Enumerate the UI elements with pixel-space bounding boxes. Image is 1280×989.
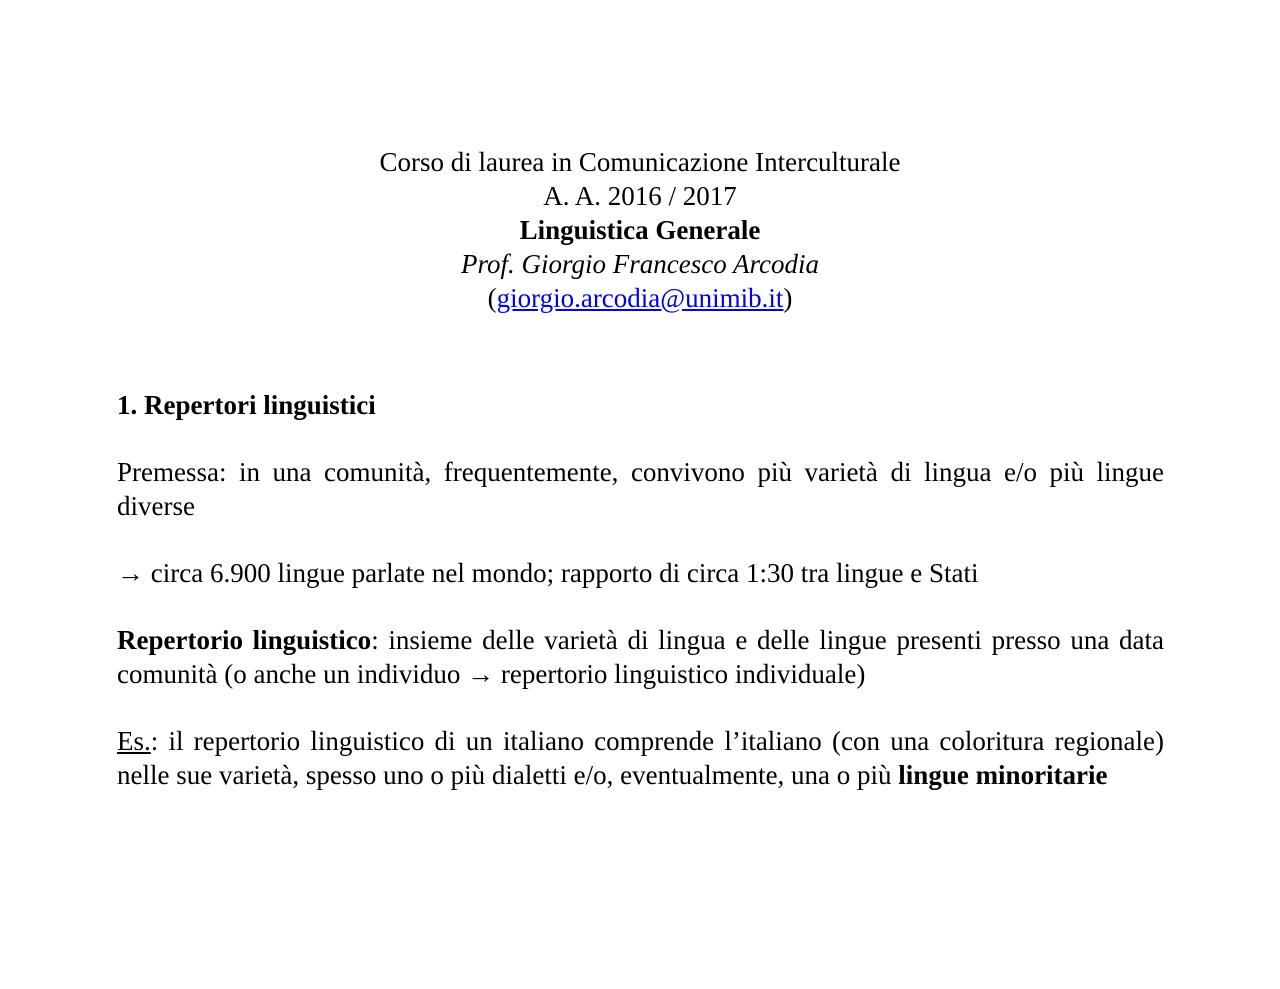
email-line <box>0 281 1280 315</box>
repertorio-definition: : insieme delle varietà di lingua e delle lingue presenti presso una data comunità (o anche un individuo → repertorio linguistico individuale) <box>117 625 1164 689</box>
email-paren-open: ( <box>487 283 497 313</box>
repertorio-paragraph <box>117 623 1164 691</box>
course-name: Corso di laurea in Comunicazione Interculturale <box>379 147 901 177</box>
academic-year: A. A. 2016 / 2017 <box>543 181 737 211</box>
lingue-count-paragraph: → circa 6.900 lingue parlate nel mondo; rapporto di circa 1:30 tra lingue e Stati <box>117 558 979 588</box>
professor-name: Prof. Giorgio Francesco Arcodia <box>461 249 819 279</box>
document-header <box>0 145 1280 315</box>
section-title: 1. Repertori linguistici <box>117 390 376 420</box>
subject-title: Linguistica Generale <box>519 215 761 245</box>
example-bold-term: lingue minoritarie <box>898 760 1108 790</box>
example-label: Es. <box>117 726 151 756</box>
example-paragraph <box>117 724 1164 792</box>
email-link[interactable]: giorgio.arcodia@unimib.it <box>496 283 784 313</box>
premessa-paragraph: Premessa: in una comunità, frequentemente, convivono più varietà di lingua e/o più lingue diverse <box>117 457 1164 521</box>
example-text: : il repertorio linguistico di un italiano comprende l’italiano (con una coloritura regionale) nelle sue varietà, spesso uno o più dialetti e/o, eventualmente, una o più <box>117 726 1164 790</box>
document-body <box>117 388 1164 792</box>
email-paren-close: ) <box>783 283 793 313</box>
repertorio-term: Repertorio linguistico <box>117 625 372 655</box>
